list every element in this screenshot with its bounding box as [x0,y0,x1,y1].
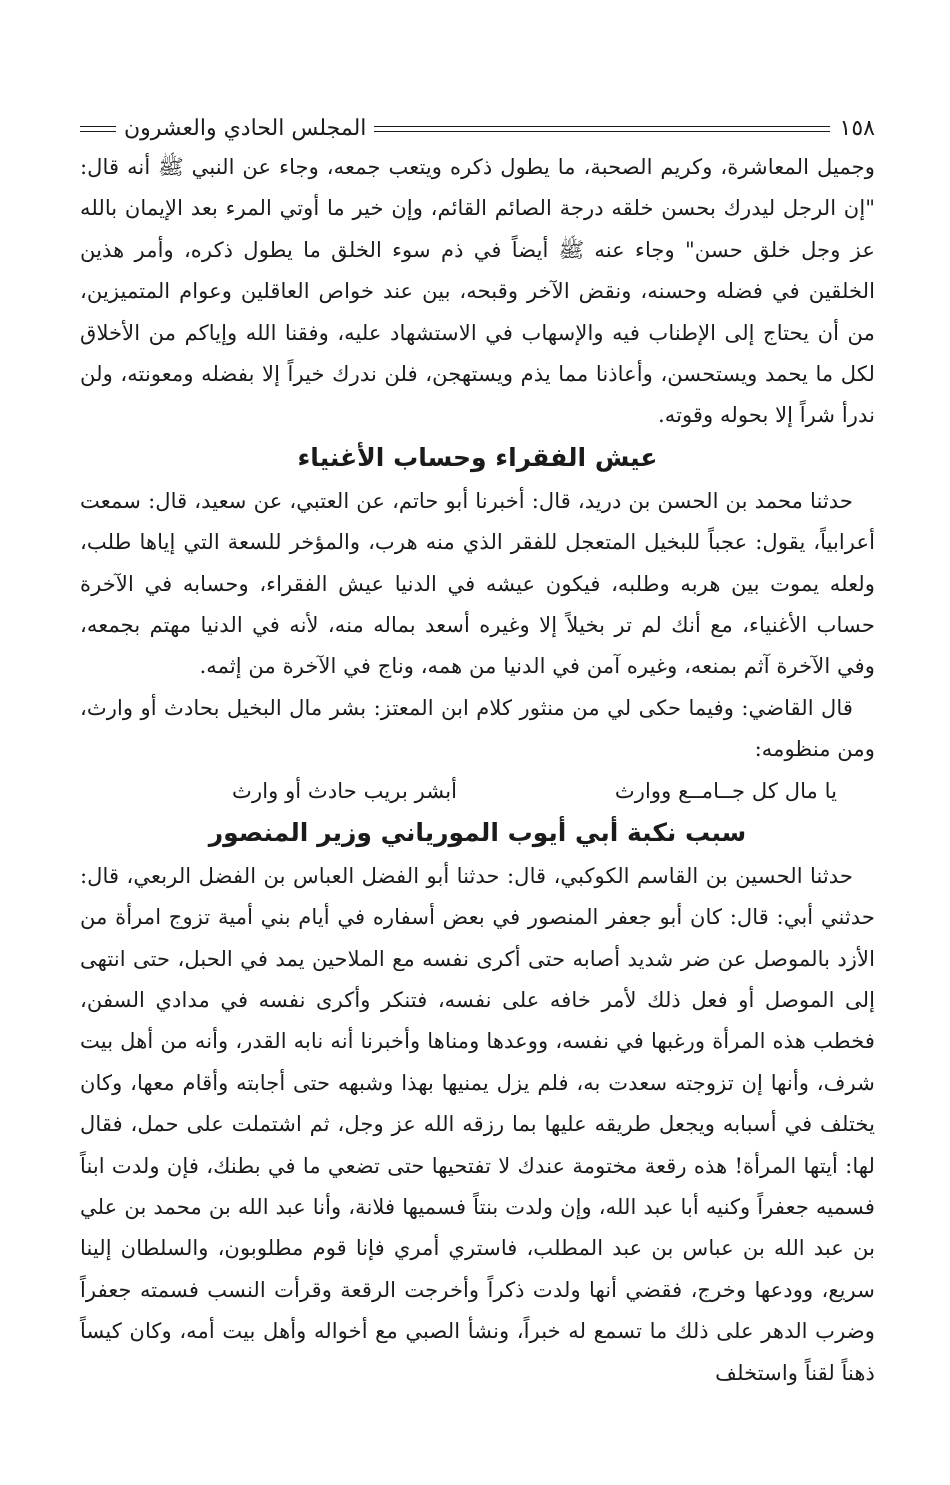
text-line: قال: حدثني أبي: قال: كان أبو جعفر المنصور في بعض أسفاره في أيام بني أمية تزوج [80,862,875,930]
text-line: قال القاضي: وفيما حكى لي من منثور كلام ابن المعتز: بشر مال البخيل بحادث أو [140,694,853,720]
text-line: حتى أجابته وأقام معها، وكان يختلف في أسبابه ويجعل طريقه عليها بما رزقه الله عز [80,1069,875,1137]
text-line: طلب، ولعله يموت بين هربه وطلبه، فيكون عيشه في الدنيا عيش الفقراء، وحسابه في الآخرة [80,529,875,596]
text-line: وفي الآخرة آثم بمنعه، وغيره آمن في الدنيا من همه، وناج في الآخرة من إثمه. [199,653,875,679]
book-page [80,112,875,1432]
text-line: حساب الأغنياء، مع أنك لم تر بخيلاً إلا وغيره أسعد بماله منه، لأنه في الدنيا مهتم بجمعه، [80,612,875,638]
text-line: وإياكم من الأخلاق لكل ما يحمد ويستحسن، وأعاذنا مما يذم ويستهجن، فلن ندرك [80,319,875,387]
text-line: مدادي السفن، فخطب هذه المرأة ورغبها في نفسه، ووعدها ومناها وأخبرنا أنه نابه [80,986,875,1054]
text-line: الإيمان بالله عز وجل خلق حسن" وجاء عنه ﷺ أيضاً في ذم سوء الخلق ما يطول ذكره، [80,195,875,262]
text-line: سمعت أعرابياً، يقول: عجباً للبخيل المتعجل للفقر الذي منه هرب، والمؤخر للسعة التي إياها [80,487,875,555]
text-line: الحبل، حتى انتهى إلى الموصل أو فعل ذلك لأمر خافه على نفسه، فتنكر وأكرى نفسه في [80,945,875,1012]
verse-first-hemistich: يا مال كل جــامــع ووارث [614,777,837,803]
text-line: تسمع له خبراً، ونشأ الصبي مع أخواله وأهل بيت أمه، وكان كيساً ذهناً لقناً واستخلف [80,1318,875,1385]
text-line: وجل، ثم اشتملت على حمل، فقال لها: أيتها المرأة! هذه رقعة مختومة عندك لا تفتحيها [80,1111,875,1178]
text-line: وأمر هذين الخلقين في فضله وحسنه، ونقض الآخر وقبحه، بين عند خواص العاقلين [80,236,875,304]
running-head [80,112,875,146]
text-line: حدثنا الحسين بن القاسم الكوكبي، قال: حدثنا أبو الفضل العباس بن الفضل الربعي، [126,862,853,888]
text-line: فاستري أمري فإنا قوم مطلوبون، والسلطان إلينا سريع، وودعها وخرج، فقضي أنها [80,1235,875,1302]
section-heading-poor-rich: عيش الفقراء وحساب الأغنياء [297,442,658,472]
text-line: قال: "إن الرجل ليدرك بحسن خلقه درجة الصائم القائم، وإن خير ما أوتي المرء بعد [80,154,875,221]
text-line: فسميها فلانة، وأنا عبد الله بن محمد بن علي بن عبد الله بن عباس بن عبد المطلب، [80,1193,875,1261]
text-line: القدر، وأنه من أهل بيت شرف، وأنها إن تزوجته سعدت به، فلم يزل يمنيها بهذا وشبهه [80,1028,875,1095]
verse-second-hemistich: أبشر بريب حادث أو وارث [232,777,457,803]
section2-paragraph [80,855,875,1393]
intro-paragraph [80,146,875,436]
text-line: حتى تضعي ما في بطنك، فإن ولدت ابناً فسميه جعفراً وكنيه أبا عبد الله، وإن ولدت بنتاً [80,1152,875,1219]
qadi-paragraph [80,687,875,770]
text-line: وعوام المتميزين، من أن يحتاج إلى الإطناب فيه والإسهاب في الاستشهاد عليه، وفقنا الله [80,278,875,345]
text-line: حدثنا محمد بن الحسن بن دريد، قال: أخبرنا أبو حاتم، عن العتبي، عن سعيد، قال: [148,487,853,513]
header-rule-long [374,126,829,132]
page-number: ١٥٨ [839,116,875,141]
poetry-verse [80,770,875,811]
text-line: ولدت ذكراً وأخرجت الرقعة وقرأت النسب فسمته جعفراً وضرب الدهر على ذلك ما [80,1276,875,1344]
header-rule-short [80,126,116,132]
section1-paragraph [80,480,875,687]
text-line: امرأة من الأزد بالموصل عن ضر شديد أصابه حتى أكرى نفسه مع الملاحين يمد في [80,904,875,971]
text-line: وجميل المعاشرة، وكريم الصحبة، ما يطول ذكره ويتعب جمعه، وجاء عن النبي ﷺ أنه [127,154,875,179]
chapter-title: المجلس الحادي والعشرون [124,116,367,141]
text-line: خيراً إلا بفضله ومعونته، ولن ندرأ شراً إلا بحوله وقوته. [80,361,875,428]
section-heading-mauryani: سبب نكبة أبي أيوب المورياني وزير المنصور [208,817,747,847]
text-line: وارث، ومن منظومه: [80,694,875,762]
